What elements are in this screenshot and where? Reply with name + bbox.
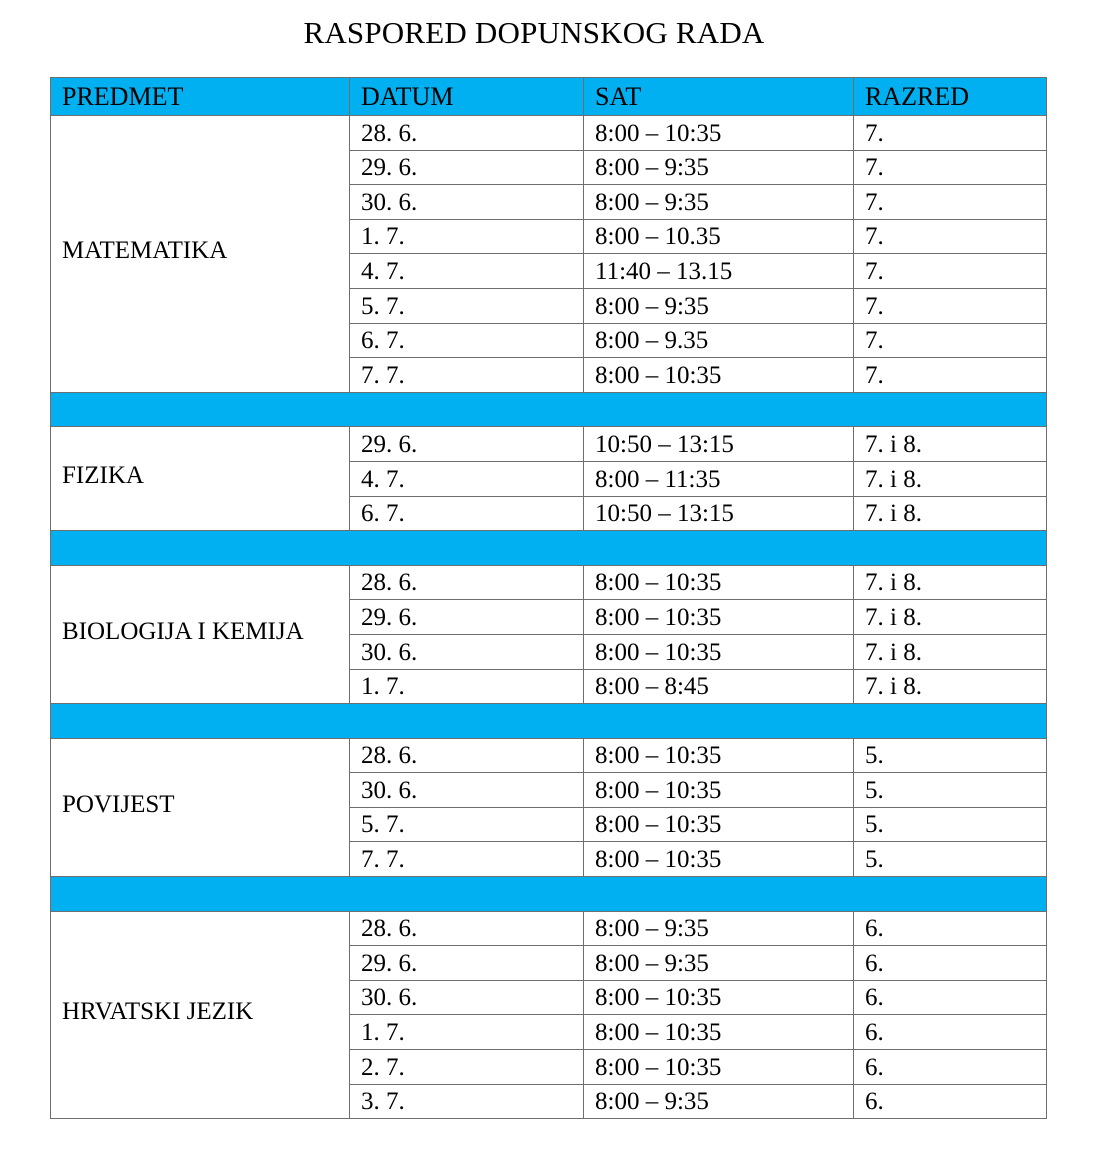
time-cell: 8:00 – 9:35: [584, 288, 854, 323]
date-cell: 6. 7.: [350, 496, 584, 531]
grade-cell: 6.: [854, 946, 1047, 981]
time-cell: 8:00 – 10:35: [584, 358, 854, 393]
grade-cell: 7. i 8.: [854, 669, 1047, 704]
grade-cell: 6.: [854, 1084, 1047, 1119]
grade-cell: 7. i 8.: [854, 600, 1047, 635]
date-cell: 30. 6.: [350, 185, 584, 220]
table-row: [51, 911, 1047, 946]
date-cell: 5. 7.: [350, 807, 584, 842]
date-cell: 1. 7.: [350, 669, 584, 704]
time-cell: 8:00 – 10:35: [584, 116, 854, 151]
subject-cell: BIOLOGIJA I KEMIJA: [51, 565, 350, 703]
grade-cell: 7.: [854, 185, 1047, 220]
header-sat: SAT: [584, 78, 854, 116]
table-row: [51, 116, 1047, 151]
time-cell: 10:50 – 13:15: [584, 427, 854, 462]
table-body: [51, 116, 1047, 1119]
date-cell: 2. 7.: [350, 1050, 584, 1085]
date-cell: 28. 6.: [350, 116, 584, 151]
date-cell: 30. 6.: [350, 980, 584, 1015]
page-title: RASPORED DOPUNSKOG RADA: [303, 15, 765, 50]
grade-cell: 7.: [854, 254, 1047, 289]
group-separator-row: [51, 531, 1047, 566]
date-cell: 30. 6.: [350, 634, 584, 669]
time-cell: 8:00 – 9:35: [584, 150, 854, 185]
date-cell: 1. 7.: [350, 219, 584, 254]
header-razred: RAZRED: [854, 78, 1047, 116]
grade-cell: 5.: [854, 738, 1047, 773]
grade-cell: 5.: [854, 773, 1047, 808]
table-header: [51, 78, 1047, 116]
date-cell: 28. 6.: [350, 565, 584, 600]
time-cell: 8:00 – 10:35: [584, 807, 854, 842]
date-cell: 1. 7.: [350, 1015, 584, 1050]
time-cell: 11:40 – 13.15: [584, 254, 854, 289]
separator-cell: [51, 704, 1047, 739]
grade-cell: 6.: [854, 980, 1047, 1015]
time-cell: 8:00 – 10:35: [584, 1050, 854, 1085]
separator-cell: [51, 531, 1047, 566]
grade-cell: 7.: [854, 323, 1047, 358]
time-cell: 8:00 – 10:35: [584, 980, 854, 1015]
grade-cell: 5.: [854, 842, 1047, 877]
time-cell: 8:00 – 10:35: [584, 842, 854, 877]
grade-cell: 7. i 8.: [854, 565, 1047, 600]
time-cell: 8:00 – 9.35: [584, 323, 854, 358]
grade-cell: 7.: [854, 219, 1047, 254]
date-cell: 3. 7.: [350, 1084, 584, 1119]
date-cell: 7. 7.: [350, 842, 584, 877]
grade-cell: 6.: [854, 1050, 1047, 1085]
subject-cell: HRVATSKI JEZIK: [51, 911, 350, 1119]
grade-cell: 7. i 8.: [854, 461, 1047, 496]
time-cell: 8:00 – 9:35: [584, 185, 854, 220]
time-cell: 8:00 – 10:35: [584, 1015, 854, 1050]
table-row: [51, 427, 1047, 462]
time-cell: 8:00 – 10.35: [584, 219, 854, 254]
table-row: [51, 565, 1047, 600]
grade-cell: 7. i 8.: [854, 496, 1047, 531]
grade-cell: 6.: [854, 1015, 1047, 1050]
date-cell: 29. 6.: [350, 150, 584, 185]
grade-cell: 7. i 8.: [854, 634, 1047, 669]
group-separator-row: [51, 704, 1047, 739]
date-cell: 6. 7.: [350, 323, 584, 358]
date-cell: 29. 6.: [350, 600, 584, 635]
time-cell: 8:00 – 9:35: [584, 1084, 854, 1119]
time-cell: 8:00 – 9:35: [584, 911, 854, 946]
grade-cell: 7.: [854, 358, 1047, 393]
time-cell: 8:00 – 8:45: [584, 669, 854, 704]
table-row: [51, 738, 1047, 773]
grade-cell: 7. i 8.: [854, 427, 1047, 462]
group-separator-row: [51, 392, 1047, 427]
header-predmet: PREDMET: [51, 78, 350, 116]
group-separator-row: [51, 877, 1047, 912]
grade-cell: 7.: [854, 150, 1047, 185]
date-cell: 29. 6.: [350, 946, 584, 981]
date-cell: 28. 6.: [350, 738, 584, 773]
date-cell: 5. 7.: [350, 288, 584, 323]
schedule-table: [50, 77, 1047, 1119]
date-cell: 4. 7.: [350, 461, 584, 496]
date-cell: 4. 7.: [350, 254, 584, 289]
time-cell: 8:00 – 9:35: [584, 946, 854, 981]
date-cell: 30. 6.: [350, 773, 584, 808]
time-cell: 8:00 – 11:35: [584, 461, 854, 496]
subject-cell: FIZIKA: [51, 427, 350, 531]
subject-cell: MATEMATIKA: [51, 116, 350, 393]
grade-cell: 6.: [854, 911, 1047, 946]
date-cell: 28. 6.: [350, 911, 584, 946]
time-cell: 8:00 – 10:35: [584, 600, 854, 635]
date-cell: 7. 7.: [350, 358, 584, 393]
header-row: [51, 78, 1047, 116]
time-cell: 8:00 – 10:35: [584, 738, 854, 773]
time-cell: 8:00 – 10:35: [584, 773, 854, 808]
time-cell: 10:50 – 13:15: [584, 496, 854, 531]
time-cell: 8:00 – 10:35: [584, 634, 854, 669]
date-cell: 29. 6.: [350, 427, 584, 462]
grade-cell: 7.: [854, 288, 1047, 323]
grade-cell: 7.: [854, 116, 1047, 151]
separator-cell: [51, 877, 1047, 912]
time-cell: 8:00 – 10:35: [584, 565, 854, 600]
separator-cell: [51, 392, 1047, 427]
header-datum: DATUM: [350, 78, 584, 116]
subject-cell: POVIJEST: [51, 738, 350, 876]
grade-cell: 5.: [854, 807, 1047, 842]
